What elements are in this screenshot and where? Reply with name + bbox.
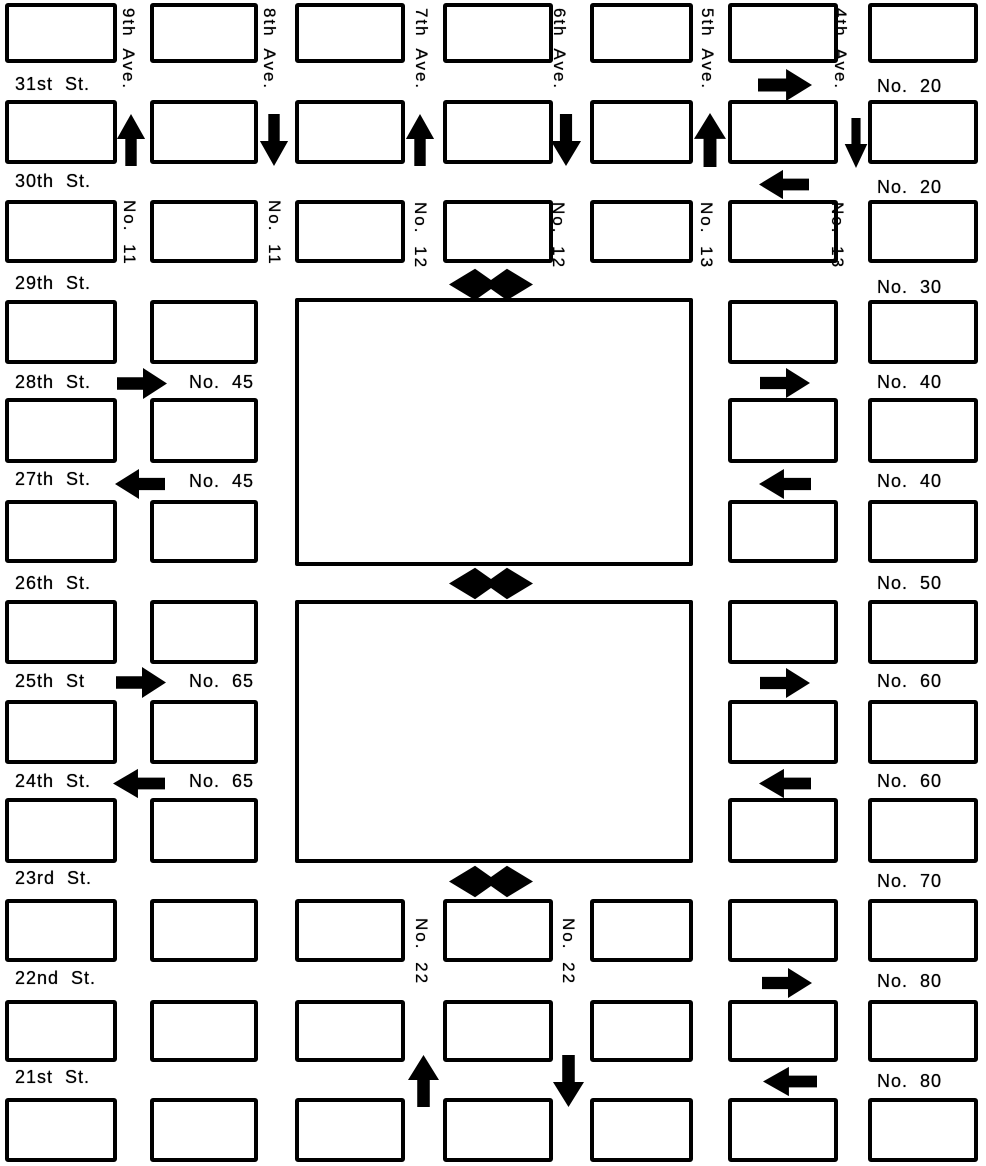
street-label: 28th St. xyxy=(15,372,92,392)
city-block xyxy=(443,3,553,63)
city-block xyxy=(5,899,117,962)
city-block xyxy=(150,600,258,664)
city-block xyxy=(868,200,978,263)
city-block xyxy=(868,700,978,764)
city-block xyxy=(868,798,978,863)
route-number-label: No. 60 xyxy=(877,671,943,691)
city-block xyxy=(295,200,405,263)
city-block xyxy=(443,200,553,263)
avenue-label: 7th Ave. xyxy=(412,8,431,91)
one-way-down-arrow-icon xyxy=(844,118,868,168)
city-block xyxy=(868,1098,978,1162)
city-block xyxy=(590,1000,693,1062)
city-block xyxy=(150,398,258,463)
city-block xyxy=(728,700,838,764)
city-block xyxy=(443,1098,553,1162)
street-label: 29th St. xyxy=(15,273,92,293)
one-way-down-arrow-icon xyxy=(550,114,582,166)
one-way-left-arrow-icon xyxy=(759,468,811,500)
city-block xyxy=(868,300,978,364)
city-block xyxy=(728,3,838,63)
city-block xyxy=(295,100,405,164)
city-block xyxy=(868,600,978,664)
route-number-label: No. 40 xyxy=(877,372,943,392)
route-number-label: No. 22 xyxy=(559,918,578,986)
route-number-label: No. 22 xyxy=(412,918,431,986)
city-block xyxy=(443,899,553,962)
city-block xyxy=(728,398,838,463)
route-number-label: No. 65 xyxy=(189,771,255,791)
street-label: 27th St. xyxy=(15,469,92,489)
city-block xyxy=(868,500,978,563)
street-label: 23rd St. xyxy=(15,868,93,888)
two-way-traffic-arrow-icon xyxy=(449,864,533,899)
city-block xyxy=(728,1000,838,1062)
city-block xyxy=(728,899,838,962)
one-way-left-arrow-icon xyxy=(759,768,811,799)
one-way-right-arrow-icon xyxy=(760,667,810,699)
street-label: 25th St xyxy=(15,671,86,691)
street-label: 22nd St. xyxy=(15,968,97,988)
park-block xyxy=(295,298,693,566)
city-block xyxy=(728,300,838,364)
city-block xyxy=(150,1098,258,1162)
city-block xyxy=(868,1000,978,1062)
one-way-left-arrow-icon xyxy=(759,169,809,200)
city-block xyxy=(295,3,405,63)
route-number-label: No. 11 xyxy=(120,200,139,266)
route-number-label: No. 12 xyxy=(411,202,430,270)
city-block xyxy=(868,100,978,164)
route-number-label: No. 80 xyxy=(877,1071,943,1091)
park-block xyxy=(295,600,693,863)
one-way-down-arrow-icon xyxy=(259,114,289,166)
city-block xyxy=(868,899,978,962)
route-number-label: No. 80 xyxy=(877,971,943,991)
avenue-label: 4th Ave. xyxy=(831,8,850,91)
two-way-traffic-arrow-icon xyxy=(449,566,533,601)
city-block xyxy=(295,899,405,962)
city-block xyxy=(5,100,117,164)
one-way-up-arrow-icon xyxy=(405,114,435,166)
two-way-traffic-arrow-icon xyxy=(449,267,533,302)
one-way-right-arrow-icon xyxy=(758,68,812,102)
city-block xyxy=(728,200,838,263)
city-block xyxy=(5,700,117,764)
city-block xyxy=(728,1098,838,1162)
city-block xyxy=(150,899,258,962)
city-block xyxy=(728,798,838,863)
route-number-label: No. 12 xyxy=(549,202,568,270)
city-block xyxy=(728,600,838,664)
one-way-left-arrow-icon xyxy=(113,768,165,799)
city-block xyxy=(868,398,978,463)
city-block xyxy=(150,1000,258,1062)
city-block xyxy=(150,3,258,63)
route-number-label: No. 45 xyxy=(189,372,255,392)
street-label: 21st St. xyxy=(15,1067,91,1087)
city-block xyxy=(443,100,553,164)
avenue-label: 9th Ave. xyxy=(119,8,138,91)
street-label: 26th St. xyxy=(15,573,92,593)
one-way-up-arrow-icon xyxy=(116,114,146,166)
city-block xyxy=(5,1098,117,1162)
one-way-right-arrow-icon xyxy=(117,367,167,400)
street-label: 31st St. xyxy=(15,74,91,94)
avenue-label: 8th Ave. xyxy=(260,8,279,91)
one-way-up-arrow-icon xyxy=(693,113,727,167)
city-block xyxy=(590,3,693,63)
city-block xyxy=(150,100,258,164)
city-block xyxy=(150,700,258,764)
one-way-down-arrow-icon xyxy=(552,1055,585,1107)
route-number-label: No. 70 xyxy=(877,871,943,891)
one-way-left-arrow-icon xyxy=(115,468,165,500)
city-block xyxy=(443,1000,553,1062)
one-way-right-arrow-icon xyxy=(116,666,166,699)
route-number-label: No. 65 xyxy=(189,671,255,691)
one-way-right-arrow-icon xyxy=(762,967,812,999)
city-block xyxy=(150,200,258,263)
city-block xyxy=(5,798,117,863)
city-block xyxy=(150,500,258,563)
avenue-label: 6th Ave. xyxy=(550,8,569,91)
city-block xyxy=(150,798,258,863)
city-block xyxy=(5,300,117,364)
one-way-right-arrow-icon xyxy=(760,367,810,399)
city-block xyxy=(295,1000,405,1062)
city-block xyxy=(590,100,693,164)
city-block xyxy=(5,1000,117,1062)
city-block xyxy=(590,899,693,962)
city-block xyxy=(868,3,978,63)
one-way-left-arrow-icon xyxy=(763,1066,817,1097)
route-number-label: No. 11 xyxy=(265,200,284,266)
route-number-label: No. 45 xyxy=(189,471,255,491)
city-block xyxy=(590,200,693,263)
street-label: 24th St. xyxy=(15,771,92,791)
city-block xyxy=(150,300,258,364)
city-block xyxy=(728,500,838,563)
city-block xyxy=(5,398,117,463)
route-number-label: No. 13 xyxy=(697,202,716,270)
avenue-label: 5th Ave. xyxy=(698,8,717,91)
city-block xyxy=(295,1098,405,1162)
city-block xyxy=(590,1098,693,1162)
route-number-label: No. 20 xyxy=(877,177,943,197)
route-number-label: No. 20 xyxy=(877,76,943,96)
route-number-label: No. 50 xyxy=(877,573,943,593)
city-block xyxy=(5,500,117,563)
route-number-label: No. 30 xyxy=(877,277,943,297)
one-way-up-arrow-icon xyxy=(407,1055,440,1107)
route-number-label: No. 40 xyxy=(877,471,943,491)
city-block xyxy=(5,3,117,63)
route-number-label: No. 13 xyxy=(828,202,847,270)
route-number-label: No. 60 xyxy=(877,771,943,791)
street-label: 30th St. xyxy=(15,171,92,191)
city-block xyxy=(5,200,117,263)
city-block xyxy=(5,600,117,664)
city-block xyxy=(728,100,838,164)
